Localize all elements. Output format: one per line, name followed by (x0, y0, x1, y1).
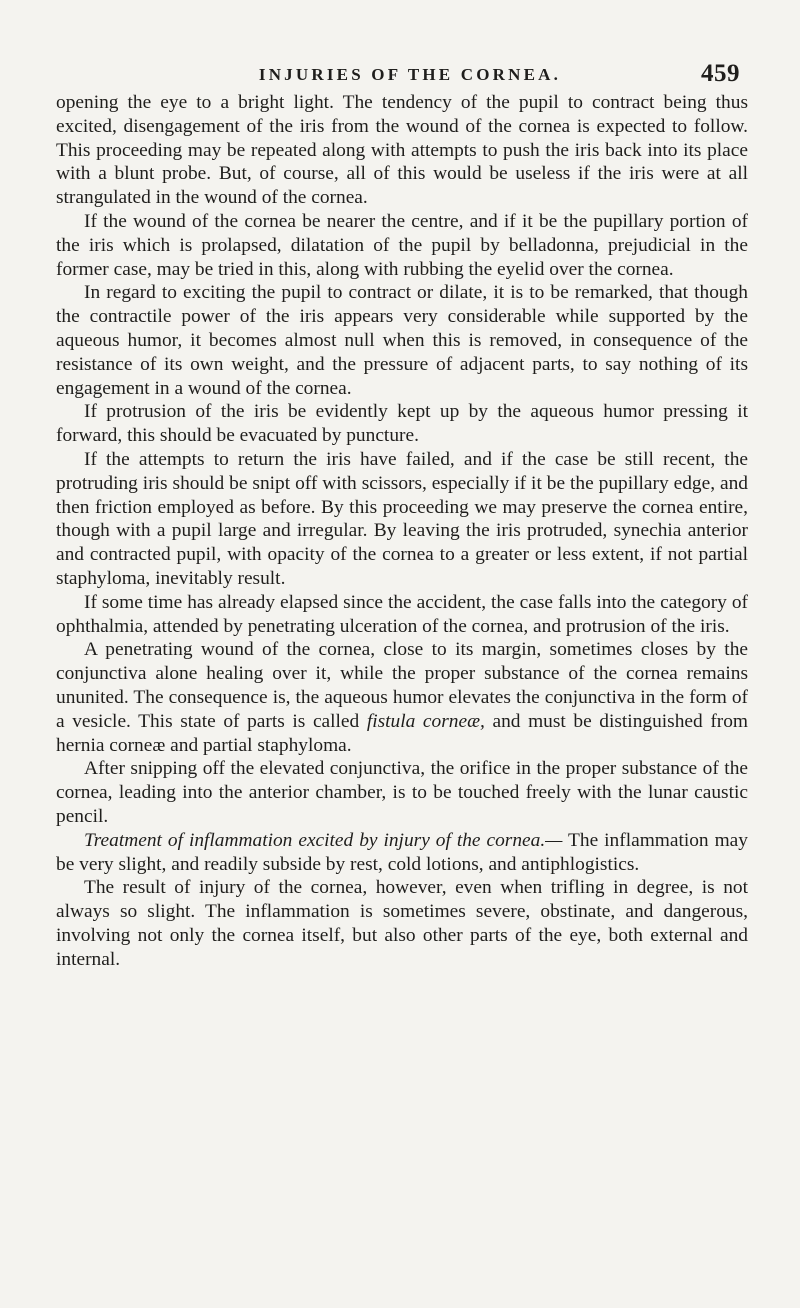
paragraph-treatment (56, 829, 748, 877)
paragraph-result-of-injury: The result of injury of the cornea, however, even when trifling in degree, is not always so slight. The inflammation is sometimes severe, obstinate, and dangerous, involving not only the cornea itself, but also other parts of the eye, both external and internal. (56, 877, 748, 970)
paragraph-snip-iris: If the attempts to return the iris have failed, and if the case be still recent, the protruding iris should be snipt off with scissors, especially if it be the pupillary edge, and then friction employed as before. By this proceeding we may preserve the cornea entire, though with a pupil large and irregular. By leaving the iris protruded, synechia anterior and contracted pupil, with opacity of the cornea to a greater or less extent, if not partial staphyloma, inevitably result. (56, 448, 748, 589)
body-text (56, 91, 748, 971)
running-head (80, 60, 740, 90)
paragraph-contractile-power: In regard to exciting the pupil to contract or dilate, it is to be remarked, that though the contractile power of the iris appears very considerable while supported by the aqueous humor, it becomes almost null when this is removed, in consequence of the resistance of its own weight, and the pressure of adjacent parts, to say nothing of its engagement in a wound of the cornea. (56, 282, 748, 399)
paragraph-puncture: If protrusion of the iris be evidently kept up by the aqueous humor pressing it forward, this should be evacuated by puncture. (56, 401, 748, 447)
fistula-text-after: and must be distinguished from hernia corneæ and partial staphyloma. (56, 710, 749, 756)
paragraph-ophthalmia: If some time has already elapsed since the accident, the case falls into the category of ophthalmia, attended by penetrating ulceration of the cornea, and protrusion of the iris. (56, 591, 748, 637)
fistula-term: fistula corneæ, (366, 710, 485, 732)
paragraph-caustic: After snipping off the elevated conjunctiva, the orifice in the proper substance of the cornea, leading into the anterior chamber, is to be touched freely with the lunar caustic pencil. (56, 758, 748, 827)
running-title: INJURIES OF THE CORNEA. (258, 65, 562, 84)
paragraph-continuation: opening the eye to a bright light. The tendency of the pupil to contract being thus excited, disengagement of the iris from the wound of the cornea is expected to follow. This proceeding may be repeated along with attempts to push the iris back into its place with a blunt probe. But, of course, all of this would be useless if the iris were at all strangulated in the wound of the cornea. (56, 92, 748, 209)
page-number: 459 (701, 60, 740, 87)
treatment-text: The inflammation may be very slight, and readily subside by rest, cold lotions, and antiphlogistics. (56, 829, 748, 875)
paragraph-pupillary-portion: If the wound of the cornea be nearer the centre, and if it be the pupillary portion of the iris which is prolapsed, dilatation of the pupil by belladonna, prejudicial in the former case, may be tried in this, along with rubbing the eyelid over the cornea. (56, 210, 748, 280)
paragraph-fistula-corneae (56, 638, 748, 757)
treatment-heading: Treatment of inflammation excited by injury of the cornea.— (84, 829, 563, 851)
fistula-text-before: A penetrating wound of the cornea, close to its margin, sometimes closes by the conjunctiva alone healing over it, while the proper substance of the cornea remains ununited. The consequence is, the aqueous humor elevates the conjunctiva in the form of a vesicle. This state of parts is called (56, 639, 748, 732)
